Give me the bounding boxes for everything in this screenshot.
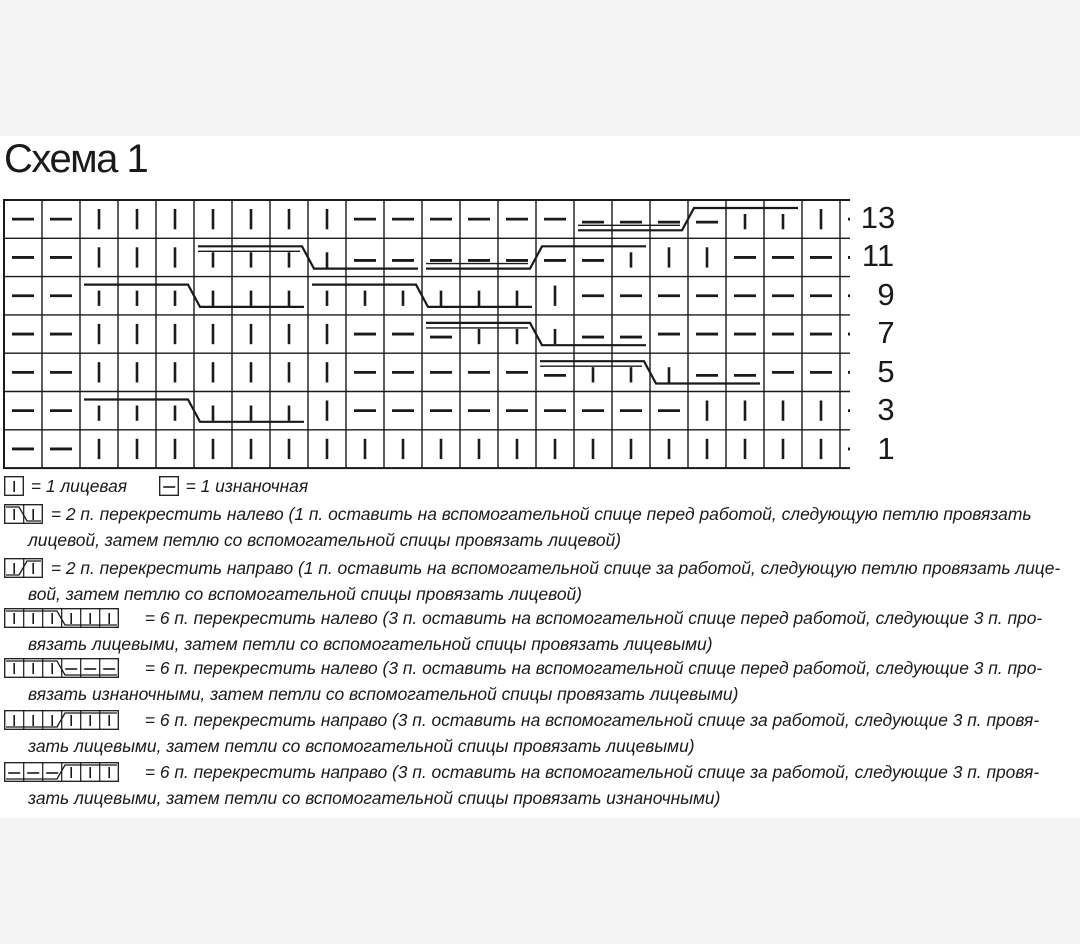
row-number-9: 9 [877,277,895,312]
knitting-chart [0,196,850,470]
legend-item-continuation: лицевой, затем петлю со вспомогательной спицы провязать лицевой) [28,530,622,550]
legend-item-continuation: вой, затем петлю со вспомогательной спицы провязать лицевой) [28,584,582,604]
legend-item-cross-6-right-knit [4,708,1039,732]
row-number-7: 7 [877,315,895,350]
legend-item-continuation: вязать изнаночными, затем петли со вспомогательной спицы провязать лицевыми) [28,684,739,704]
row-number-5: 5 [877,354,895,389]
chart-border [4,200,850,468]
cross-6-left-knit-symbol-icon [4,608,138,628]
row-number-13: 13 [860,200,896,235]
legend-item-text: = 6 п. перекрестить направо (3 п. оставить на вспомогательной спице за работой, следующие 3 п. провя- [144,710,1040,730]
legend-item-text: = 6 п. перекрестить налево (3 п. оставить на вспомогательной спице перед работой, следующие 3 п. про- [144,608,1043,628]
row-number-11: 11 [861,238,895,273]
legend-item-text: = 2 п. перекрестить направо (1 п. оставить на вспомогательной спице за работой, следующую петлю провязать лице- [50,558,1061,578]
legend-item-text: = 6 п. перекрестить направо (3 п. оставить на вспомогательной спице за работой, следующие 3 п. провя- [144,762,1040,782]
legend-purl-text: = 1 изнаночная [185,476,309,496]
legend-item-continuation: зать лицевыми, затем петли со вспомогательной спицы провязать изнаночными) [28,788,721,808]
knit-symbol-icon [4,476,24,496]
cross-6-left-purl-symbol-icon [4,658,138,678]
symbol-frame [159,477,178,496]
cross-6-right-knit-symbol-icon [4,710,138,730]
diagram-title: Схема 1 [4,137,148,181]
cross-2-right-symbol-icon [4,558,44,578]
legend-item-continuation: зать лицевыми, затем петли со вспомогательной спицы провязать лицевыми) [28,736,695,756]
legend-item-cross-6-left-purl [4,656,1042,680]
legend-item-cross-2-left [4,502,1032,526]
row-number-1: 1 [877,431,895,466]
legend-item-cross-6-left-knit [4,606,1042,630]
legend-item-continuation: вязать лицевыми, затем петли со вспомогательной спицы провязать лицевыми) [28,634,713,654]
row-number-3: 3 [877,392,895,427]
cross-2-left-symbol-icon [4,504,44,524]
legend-item-text: = 2 п. перекрестить налево (1 п. оставить на вспомогательной спице перед работой, следующую петлю провязать [50,504,1032,524]
legend-basic-line [4,474,308,498]
legend-knit-text: = 1 лицевая [30,476,128,496]
legend-item-cross-2-right [4,556,1060,580]
cross-6-right-purl-symbol-icon [4,762,138,782]
purl-symbol-icon [159,476,179,496]
legend-item-cross-6-right-purl [4,760,1039,784]
legend-item-text: = 6 п. перекрестить налево (3 п. оставить на вспомогательной спице перед работой, следующие 3 п. про- [144,658,1043,678]
